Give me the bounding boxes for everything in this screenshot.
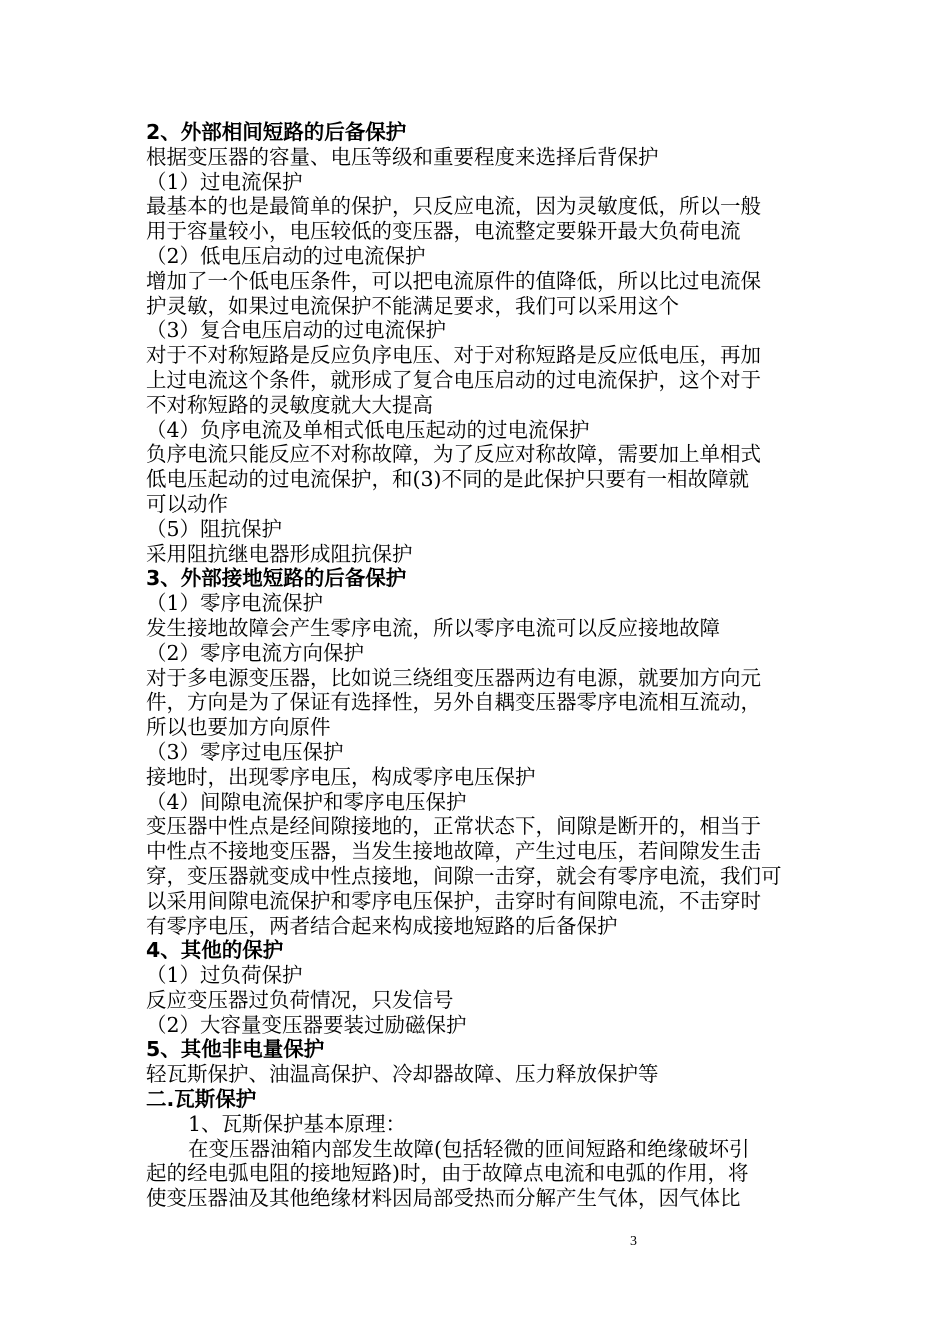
text-line: （1）零序电流保护 (146, 591, 324, 616)
text-line: 护灵敏，如果过电流保护不能满足要求，我们可以采用这个 (146, 293, 679, 318)
text-line: （3）零序过电压保护 (146, 739, 344, 764)
text-line: 起的经电弧电阻的接地短路)时，由于故障点电流和电弧的作用，将 (146, 1161, 749, 1186)
text-line: （5）阻抗保护 (146, 516, 283, 541)
text-line: 采用阻抗继电器形成阻抗保护 (146, 541, 413, 566)
text-line: 反应变压器过负荷情况，只发信号 (146, 987, 454, 1012)
text-line: 中性点不接地变压器，当发生接地故障，产生过电压，若间隙发生击 (146, 839, 761, 864)
text-line: 负序电流只能反应不对称故障，为了反应对称故障，需要加上单相式 (146, 442, 761, 467)
text-line: （1）过电流保护 (146, 169, 303, 194)
text-line: 用于容量较小，电压较低的变压器，电流整定要躲开最大负荷电流 (146, 219, 741, 244)
text-line: 以采用间隙电流保护和零序电压保护，击穿时有间隙电流，不击穿时 (146, 888, 761, 913)
text-line: 不对称短路的灵敏度就大大提高 (146, 392, 433, 417)
text-line: （2）大容量变压器要装过励磁保护 (146, 1012, 467, 1037)
section-heading: 4、其他的保护 (146, 938, 284, 963)
text-line: （4）负序电流及单相式低电压起动的过电流保护 (146, 417, 590, 442)
text-line: 使变压器油及其他绝缘材料因局部受热而分解产生气体，因气体比 (146, 1186, 741, 1211)
text-line: 1、瓦斯保护基本原理： (188, 1111, 407, 1136)
section-heading: 2、外部相间短路的后备保护 (146, 120, 407, 144)
text-line: （3）复合电压启动的过电流保护 (146, 318, 447, 343)
text-line: 穿，变压器就变成中性点接地，间隙一击穿，就会有零序电流，我们可 (146, 863, 782, 888)
page-number: 3 (630, 1234, 637, 1249)
text-line: （4）间隙电流保护和零序电压保护 (146, 789, 467, 814)
text-line: 对于多电源变压器，比如说三绕组变压器两边有电源，就要加方向元 (146, 665, 761, 690)
text-line: 轻瓦斯保护、油温高保护、冷却器故障、压力释放保护等 (146, 1062, 659, 1087)
text-line: 变压器中性点是经间隙接地的，正常状态下，间隙是断开的，相当于 (146, 814, 761, 839)
text-line: 根据变压器的容量、电压等级和重要程度来选择后背保护 (146, 144, 659, 169)
text-line: （2）低电压启动的过电流保护 (146, 243, 426, 268)
page-content (146, 120, 816, 1211)
text-line: （2）零序电流方向保护 (146, 640, 365, 665)
text-line: （1）过负荷保护 (146, 963, 303, 988)
section-heading: 二.瓦斯保护 (146, 1087, 257, 1112)
text-line: 有零序电压，两者结合起来构成接地短路的后备保护 (146, 913, 618, 938)
text-line: 上过电流这个条件，就形成了复合电压启动的过电流保护，这个对于 (146, 367, 761, 392)
text-line: 件，方向是为了保证有选择性，另外自耦变压器零序电流相互流动， (146, 690, 761, 715)
text-line: 低电压起动的过电流保护，和(3)不同的是此保护只要有一相故障就 (146, 467, 750, 492)
text-line: 在变压器油箱内部发生故障(包括轻微的匝间短路和绝缘破坏引 (188, 1136, 750, 1161)
text-line: 增加了一个低电压条件，可以把电流原件的值降低，所以比过电流保 (146, 268, 761, 293)
text-line: 对于不对称短路是反应负序电压、对于对称短路是反应低电压，再加 (146, 343, 761, 368)
text-line: 接地时，出现零序电压，构成零序电压保护 (146, 764, 536, 789)
text-line: 发生接地故障会产生零序电流，所以零序电流可以反应接地故障 (146, 615, 720, 640)
text-line: 可以动作 (146, 491, 228, 516)
text-line: 最基本的也是最简单的保护，只反应电流，因为灵敏度低，所以一般 (146, 194, 761, 219)
section-heading: 3、外部接地短路的后备保护 (146, 566, 407, 591)
text-line: 所以也要加方向原件 (146, 715, 331, 740)
section-heading: 5、其他非电量保护 (146, 1037, 325, 1062)
